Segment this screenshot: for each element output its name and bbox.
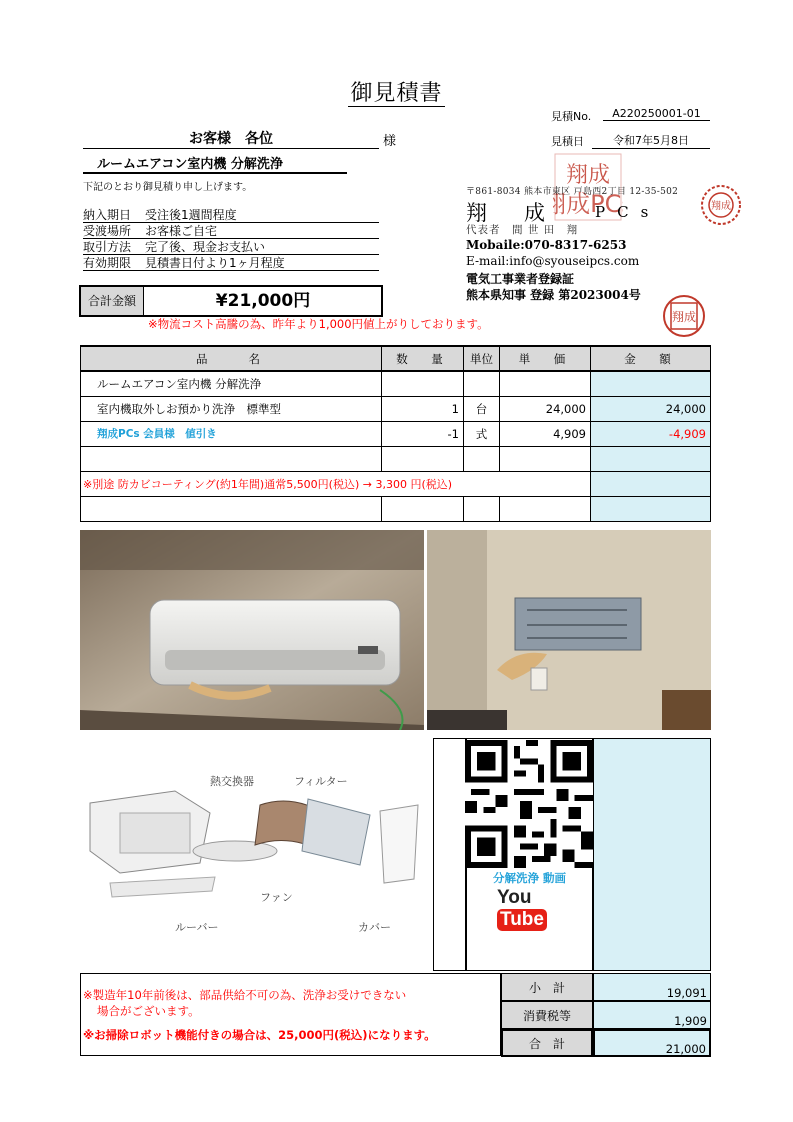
total-amount-label: 合計金額 [81,287,144,315]
row-qty: 1 [382,396,464,421]
label-cover: カバー [358,921,391,934]
youtube-logo-icon[interactable]: YouTube [497,887,565,917]
row-amount: -4,909 [591,421,711,446]
company-name-suffix: PCs [595,203,661,221]
tax-value: 1,909 [593,1001,711,1029]
items-table [80,345,711,522]
footer-note-2: ※お掃除ロボット機能付きの場合は、25,000円(税込)になります。 [83,1028,436,1042]
license-title: 電気工事業者登録証 [466,272,575,286]
footer-notes [80,973,501,1056]
row-price [500,371,591,396]
term-delivery: 納入期日 受注後1週間程度 [83,206,379,223]
row-amount: 24,000 [591,396,711,421]
row-qty [382,371,464,396]
document-title: 御見積書 [350,81,443,106]
row-amount [591,471,711,496]
total-amount-box [79,285,383,317]
table-row [81,371,711,396]
term-payment: 取引方法 完了後、現金お支払い [83,238,379,255]
row-item: ルームエアコン室内機 分解洗浄 [81,371,382,396]
svg-text:翔成PCs: 翔成PC [553,190,622,218]
customer-honorific: 様 [383,134,397,149]
grand-total-value: 21,000 [593,1029,711,1057]
svg-text:翔成: 翔成 [671,310,697,324]
row-qty [382,496,464,521]
row-unit: 台 [464,396,500,421]
label-filter: フィルター [294,775,348,788]
total-amount-value: ¥21,000円 [215,291,311,311]
video-label: 分解洗浄 動画 [492,871,566,885]
grid-col-left [433,738,466,971]
square-seal [662,294,706,338]
intro-text: 下記のとおり御見積り申し上げます。 [83,182,253,193]
row-unit [464,371,500,396]
row-amount [591,371,711,396]
svg-text:翔成: 翔成 [565,163,611,188]
row-item [81,446,382,471]
price-increase-notice: ※物流コスト高騰の為、昨年より1,000円値上がりしております。 [148,317,489,331]
row-amount [591,446,711,471]
table-row [81,421,711,446]
table-row [81,471,711,496]
ac-unit-photo [80,530,424,730]
label-louver: ルーバー [175,921,219,934]
header-unit: 単位 [464,346,500,371]
header-qty: 数 量 [382,346,464,371]
table-row [81,496,711,521]
wall-bracket-photo [427,530,711,730]
grand-total-label: 合 計 [501,1029,593,1057]
company-representative: 代表者 間 世 田 翔 [466,224,579,236]
subtotal-label: 小 計 [501,973,593,1001]
row-unit: 式 [464,421,500,446]
row-qty: -1 [382,421,464,446]
svg-text:翔成: 翔成 [711,201,731,212]
company-email: E-mail:info@syouseipcs.com [466,254,640,268]
label-fan: ファン [260,891,293,904]
row-amount [591,496,711,521]
row-price [500,496,591,521]
table-header-row [81,346,711,371]
footer-note-1: ※製造年10年前後は、部品供給不可の為、洗浄お受けできない [83,988,407,1002]
label-heat-exchanger: 熱交換器 [210,775,254,788]
row-qty [382,446,464,471]
company-name: 翔 成 [466,201,553,225]
term-validity: 有効期限 見積書日付より1ヶ月程度 [83,254,379,271]
row-price: 24,000 [500,396,591,421]
estimate-date-value: 令和7年5月8日 [592,132,710,149]
customer-name: お客様 各位 [83,128,379,149]
header-item: 品 名 [81,346,382,371]
estimate-date-label: 見積日 [551,135,584,148]
row-item: ※別途 防カビコーティング(約1年間)通常5,500円(税込) → 3,300 円(税込) [81,471,591,496]
subject: ルームエアコン室内機 分解洗浄 [83,153,347,174]
row-price [500,446,591,471]
header-amount: 金 額 [591,346,711,371]
table-row [81,446,711,471]
row-unit [464,446,500,471]
grid-col-amount [593,738,711,971]
license-number: 熊本県知事 登録 第2023004号 [466,288,641,302]
ac-parts-diagram [80,733,433,970]
row-item [81,496,382,521]
row-unit [464,496,500,521]
row-item: 室内機取外しお預かり洗浄 標準型 [81,396,382,421]
footer-note-1b: 場合がございます。 [97,1004,200,1018]
qr-code[interactable] [465,740,593,868]
round-seal [700,184,742,226]
subtotal-value: 19,091 [593,973,711,1001]
estimate-no-label: 見積No. [551,110,592,123]
tax-label: 消費税等 [501,1001,593,1029]
company-mobile: Mobaile:070-8317-6253 [466,238,627,252]
row-price: 4,909 [500,421,591,446]
estimate-no-value: A220250001-01 [603,107,710,121]
row-item: 翔成PCs 会員様 値引き [81,421,382,446]
term-place: 受渡場所 お客様ご自宅 [83,222,379,239]
table-row [81,396,711,421]
header-price: 単 価 [500,346,591,371]
company-address: 〒861-8034 熊本市東区 戸島西2丁目 12-35-502 [466,187,679,197]
